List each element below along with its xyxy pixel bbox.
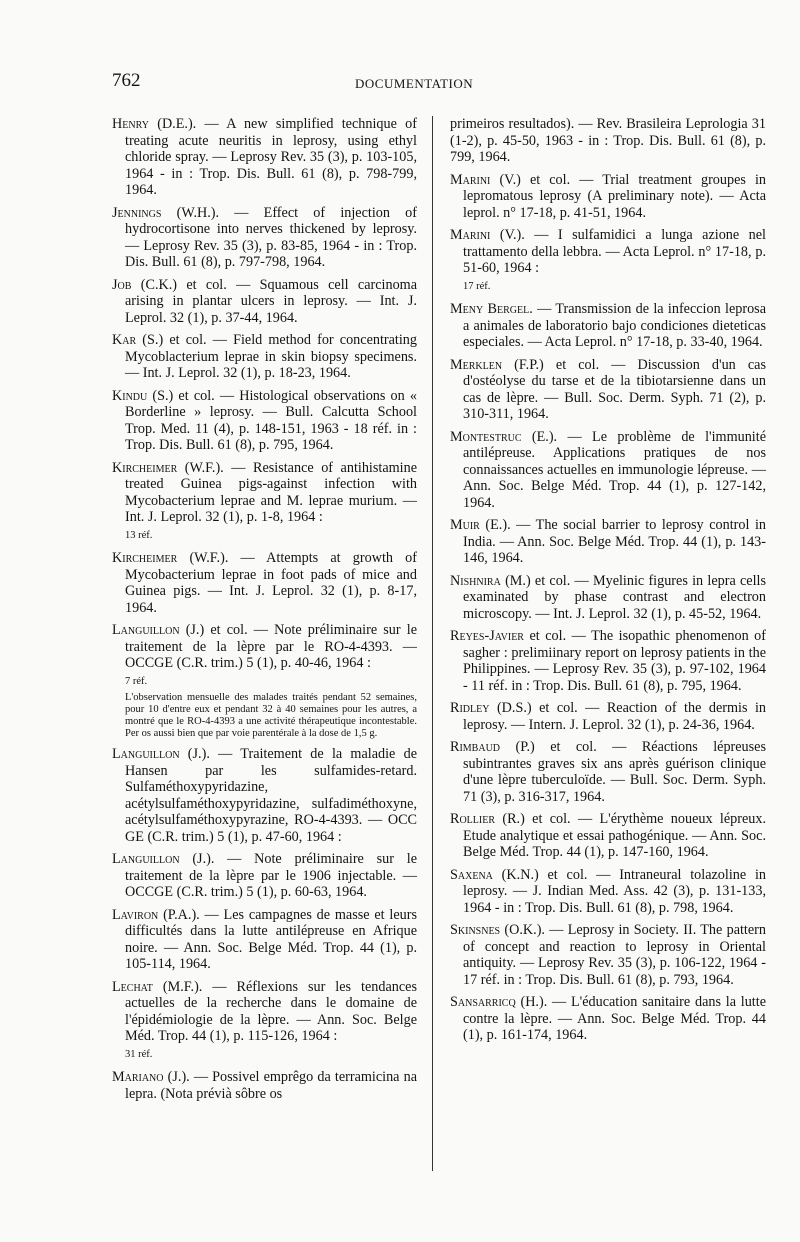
page-number: 762 <box>112 70 141 91</box>
running-head: DOCUMENTATION <box>355 76 474 91</box>
entry-reference-count: 7 réf. <box>125 675 148 687</box>
entry-citation: (M.F.). — Réflexions sur les tendances actuelles de la recherche dans le domaine de l'épidémiologie de la lèpre. — Ann. Soc. Belge Méd. Trop. 44 (1), p. 115-126, 1964 : <box>125 978 417 1044</box>
entry-citation: (D.S.) et col. — Reaction of the dermis in leprosy. — Intern. J. Leprol. 32 (1), p. 24-36, 1964. <box>463 700 766 733</box>
entry-citation: (W.H.). — Effect of injection of hydrocortisone into nerves thickened by leprosy. — Leprosy Rev. 35 (3), p. 83-85, 1964 - in : Trop. Dis. Bull. 61 (8), p. 797-798, 1964. <box>125 204 417 270</box>
bibliography-entry <box>112 116 417 199</box>
entry-author: Marini <box>450 227 491 243</box>
entry-author: Laviron <box>112 906 159 923</box>
entry-author: Nishnira <box>450 572 501 589</box>
bibliography-entry <box>450 739 766 805</box>
entry-citation: (H.). — L'éducation sanitaire dans la lutte contre la lèpre. — Ann. Soc. Belge Méd. Trop. 44 (1), p. 161-174, 1964. <box>463 994 766 1043</box>
bibliography-entry <box>112 205 417 271</box>
entry-author: Kircheimer <box>112 459 178 476</box>
entry-citation: (F.P.) et col. — Discussion d'un cas d'ostéolyse du tarse et de la tibiotarsienne dans un cas de lèpre. — Bull. Soc. Derm. Syph. 71 (2), p. 310-311, 1964. <box>463 356 766 422</box>
bibliography-entry <box>450 429 766 512</box>
entry-author: Rollier <box>450 811 496 827</box>
entry-citation: (E.). — Le problème de l'immunité antilépreuse. Applications pratiques de nos connaissances actuelles en immunologie lépreuse. — Ann. Soc. Belge Méd. Trop. 44 (1), p. 127-142, 1964. <box>463 428 766 511</box>
entry-author: Kindu <box>112 387 148 404</box>
entry-citation: (P.) et col. — Réactions lépreuses subintrantes graves six ans après guérison clinique d'une lèpre tuberculoïde. — Bull. Soc. Derm. Syph. 71 (3), p. 316-317, 1964. <box>463 739 766 805</box>
entry-citation: (R.) et col. — L'érythème noueux lépreux. Etude analytique et essai pathogénique. — Ann. Soc. Belge Méd. Trop. 44 (1), p. 147-160, 1964. <box>463 811 766 860</box>
bibliography-entry <box>450 517 766 567</box>
entry-author: Skinsnes <box>450 922 501 938</box>
entry-citation: (M.) et col. — Myelinic figures in lepra cells examinated by phase contrast and electron microscopy. — Int. J. Leprol. 32 (1), p. 45-52, 1964. <box>463 572 766 622</box>
column-divider <box>432 116 433 1171</box>
entry-author: Ridley <box>450 700 490 716</box>
bibliography-entry <box>450 867 766 917</box>
entry-citation: (S.) et col. — Histological observations on « Borderline » leprosy. — Bull. Calcutta School Trop. Med. 11 (4), p. 148-151, 1963 - 18 réf. in : Trop. Dis. Bull. 61 (8), p. 795, 1964. <box>125 387 417 453</box>
entry-citation: (P.A.). — Les campagnes de masse et leurs difficultés dans la lutte antilépreuse en Afrique noire. — Ann. Soc. Belge Méd. Trop. 44 (1), p. 105-114, 1964. <box>125 906 417 972</box>
entry-citation: primeiros resultados). — Rev. Brasileira Leprologia 31 (1-2), p. 45-50, 1963 - in : Trop. Dis. Bull. 61 (8), p. 799, 1964. <box>450 116 766 165</box>
bibliography-entry <box>112 979 417 1064</box>
entry-author: Montestruc <box>450 428 522 445</box>
entry-author: Languillon <box>112 851 180 867</box>
left-column <box>112 116 417 1108</box>
bibliography-entry <box>112 851 417 901</box>
bibliography-entry <box>450 301 766 351</box>
entry-author: Kar <box>112 332 137 348</box>
entry-author: Mariano <box>112 1069 164 1085</box>
bibliography-entry <box>112 622 417 740</box>
entry-citation: (S.) et col. — Field method for concentrating Mycoblacterium leprae in skin biopsy specimens. — Int. J. Leprol. 32 (1), p. 18-23, 1964. <box>125 332 417 381</box>
bibliography-entry <box>450 573 766 623</box>
bibliography-entry <box>112 550 417 616</box>
entry-author: Muir <box>450 517 480 533</box>
bibliography-entry <box>112 746 417 845</box>
entry-author: Saxena <box>450 866 493 883</box>
bibliography-entry <box>450 172 766 222</box>
bibliography-entry <box>450 811 766 861</box>
entry-author: Rimbaud <box>450 739 501 755</box>
entry-citation: (W.F.). — Resistance of antihistamine treated Guinea pigs-against infection with Mycobacterium leprae and M. leprae murium. — Int. J. Leprol. 32 (1), p. 1-8, 1964 : <box>125 459 417 525</box>
entry-author: Sansarricq <box>450 994 516 1010</box>
entry-citation: (C.K.) et col. — Squamous cell carcinoma arising in plantar ulcers in leprosy. — Int. J. Leprol. 32 (1), p. 37-44, 1964. <box>125 276 417 326</box>
entry-citation: (D.E.). — A new simplified technique of treating acute neuritis in leprosy, using ethyl chloride spray. — Leprosy Rev. 35 (3), p. 103-105, 1964 - in : Trop. Dis. Bull. 61 (8), p. 798-799, 1964. <box>125 116 417 198</box>
entry-author: Merklen <box>450 356 503 373</box>
entry-citation: (J.) et col. — Note préliminaire sur le traitement de la lèpre par le RO-4-4393. — OCCGE (C.R. trim.) 5 (1), p. 40-46, 1964 : <box>125 622 417 671</box>
bibliography-entry <box>112 277 417 327</box>
entry-author: Jennings <box>112 204 162 221</box>
bibliography-entry <box>450 994 766 1044</box>
entry-citation: (K.N.) et col. — Intraneural tolazoline in leprosy. — J. Indian Med. Ass. 42 (3), p. 131-133, 1964 - in : Trop. Dis. Bull. 61 (8), p. 798, 1964. <box>463 866 766 916</box>
bibliography-entry <box>112 388 417 454</box>
bibliography-entry <box>450 357 766 423</box>
bibliography-entry <box>450 700 766 733</box>
entry-citation: et col. — The isopathic phenomenon of sagher : prelimiinary report on leprosy patients in the Philippines. — Leprosy Rev. 35 (3), p. 97-102, 1964 - 11 réf. in : Trop. Dis. Bull. 61 (8), p. 795, 1964. <box>463 628 766 694</box>
entry-citation: (W.F.). — Attempts at growth of Mycobacterium leprae in foot pads of mice and Guinea pigs. — Int. J. Leprol. 32 (1), p. 8-17, 1964. <box>125 550 417 616</box>
bibliography-entry <box>450 227 766 295</box>
entry-citation: (V.). — I sulfamidici a lunga azione nel trattamento della lebbra. — Acta Leprol. n° 17-18, p. 51-60, 1964 : <box>463 227 766 276</box>
entry-citation: (E.). — The social barrier to leprosy control in India. — Ann. Soc. Belge Méd. Trop. 44 (1), p. 143-146, 1964. <box>463 517 766 566</box>
entry-abstract: L'observation mensuelle des malades traités pendant 52 semaines, pour 10 d'entre eux et pendant 32 à 40 semaines pour les autres, a montré que le RO-4-4393 a une activité thérapeutique incontestable. Per os aussi bien que par voie parentérale à la dose de 1,5 g. <box>125 692 417 739</box>
entry-author: Languillon <box>112 746 180 762</box>
entry-citation: (O.K.). — Leprosy in Society. II. The pattern of concept and reaction to leprosy in Oriental antiquity. — Leprosy Rev. 35 (3), p. 106-122, 1964 - 17 réf. in : Trop. Dis. Bull. 61 (8), p. 793, 1964. <box>463 922 766 988</box>
entry-author: Marini <box>450 171 491 188</box>
right-column <box>450 116 766 1050</box>
entry-author: Henry <box>112 116 149 132</box>
entry-author: Kircheimer <box>112 550 178 566</box>
bibliography-entry <box>112 460 417 545</box>
entry-citation: . — Transmission de la infeccion leprosa a animales de laboratorio bajo condiciones dieteticas especiales. — Acta Leprol. n° 17-18, p. 33-40, 1964. <box>463 301 766 350</box>
entry-author: Job <box>112 276 132 293</box>
entry-citation: (J.). — Traitement de la maladie de Hansen par les sulfamides-retard. Sulfaméthoxypyridazine, acétylsulfaméthoxypyridazine, sulfadiméthoxyne, acétylsulfaméthoxypyrazine, RO-4-4393. — OCC GE (C.R. trim.) 5 (1), p. 47-60, 1964 : <box>125 746 417 845</box>
entry-citation: (J.). — Note préliminaire sur le traitement de la lèpre par le 1906 injectable. — OCCGE (C.R. trim.) 5 (1), p. 60-63, 1964. <box>125 851 417 900</box>
entry-author: Languillon <box>112 622 180 638</box>
bibliography-entry <box>450 116 766 166</box>
bibliography-entry <box>112 332 417 382</box>
entry-author: Reyes-Javier <box>450 628 524 644</box>
entry-author: Lechat <box>112 978 153 995</box>
entry-citation: (V.) et col. — Trial treatment groupes in lepromatous leprosy (A preliminary note). — Acta leprol. n° 17-18, p. 41-51, 1964. <box>463 171 766 221</box>
bibliography-entry <box>112 1069 417 1102</box>
entry-citation: (J.). — Possivel emprêgo da terramicina na lepra. (Nota prévià sôbre os <box>125 1069 417 1102</box>
entry-reference-count: 31 réf. <box>125 1048 153 1060</box>
bibliography-entry <box>112 907 417 973</box>
entry-author: Meny Bergel <box>450 301 530 317</box>
entry-reference-count: 17 réf. <box>463 280 491 292</box>
bibliography-entry <box>450 628 766 694</box>
entry-reference-count: 13 réf. <box>125 529 153 541</box>
bibliography-entry <box>450 922 766 988</box>
